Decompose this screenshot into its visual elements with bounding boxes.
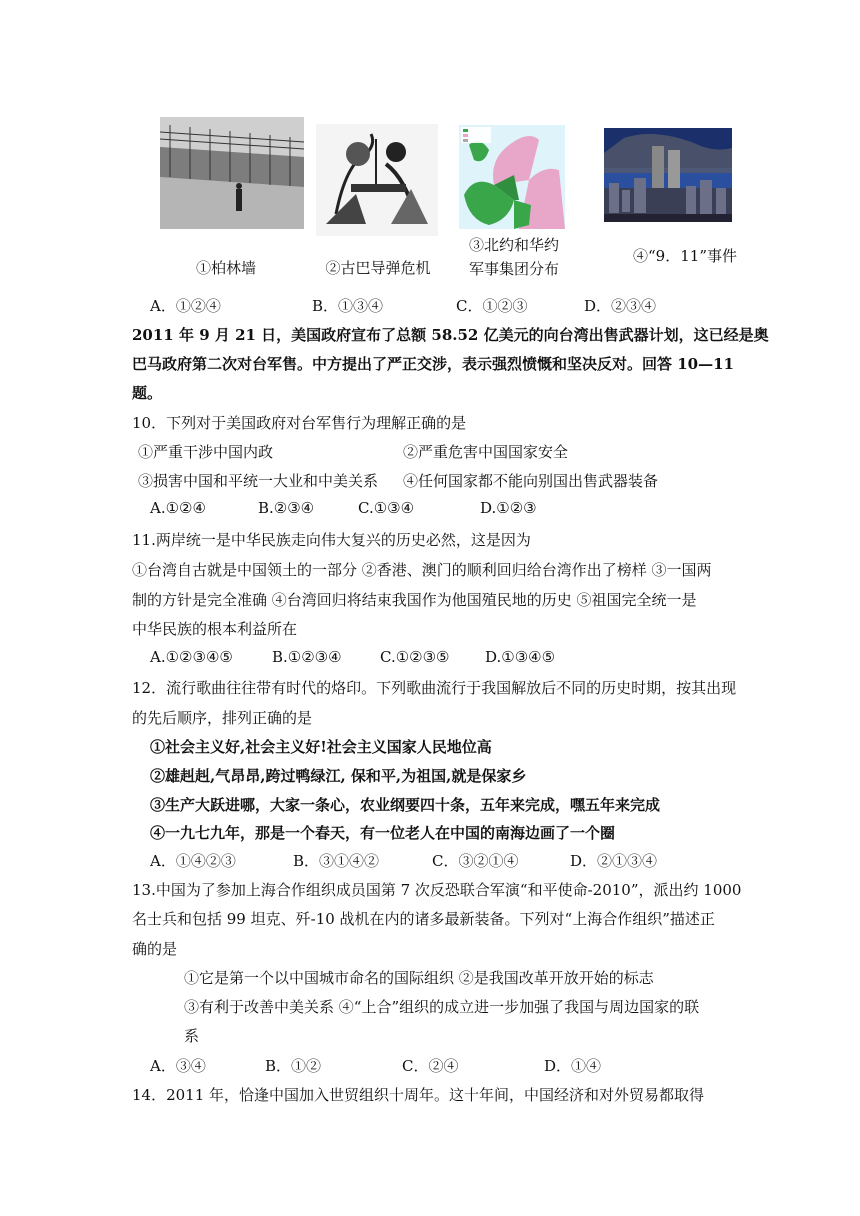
q11-option-a: A.①②③④⑤ (150, 648, 233, 666)
q12-line-1: 12．流行歌曲往往带有时代的烙印。下列歌曲流行于我国解放后不同的历史时期，按其出现 (132, 679, 737, 697)
nato-warsaw-map (459, 125, 565, 229)
q9-option-b: B．①③④ (312, 297, 384, 315)
intro-line-3: 题。 (132, 384, 163, 402)
q10-stem: 10．下列对于美国政府对台军售行为理解正确的是 (132, 414, 467, 432)
q12-option-d: D．②①③④ (570, 852, 658, 870)
q13-statement-2: ③有利于改善中美关系 ④“上合”组织的成立进一步加强了我国与周边国家的联 (184, 998, 700, 1016)
q13-statement-3: 系 (184, 1027, 200, 1045)
q12-song-3: ③生产大跃进哪，大家一条心，农业纲要四十条，五年来完成，嘿五年来完成 (150, 796, 661, 814)
q12-option-b: B．③①④② (293, 852, 380, 870)
q10-option-b: B.②③④ (258, 499, 315, 517)
q9-option-a: A．①②④ (150, 297, 221, 315)
intro-line-1: 2011 年 9 月 21 日，美国政府宣布了总额 58.52 亿美元的向台湾出售武器计划，这已经是奥 (132, 326, 769, 344)
q12-song-4: ④一九七九年，那是一个春天，有一位老人在中国的南海边画了一个圈 (150, 824, 616, 842)
q12-option-a: A．①④②③ (150, 852, 236, 870)
q10-statement-3: ③损害中国和平统一大业和中美关系 (138, 472, 379, 490)
figure-3-caption-line1: ③北约和华约 (468, 236, 559, 254)
q10-statement-1: ①严重干涉中国内政 (138, 443, 274, 461)
q10-option-c: C.①③④ (358, 499, 415, 517)
intro-line-2: 巴马政府第二次对台军售。中方提出了严正交涉，表示强烈愤慨和坚决反对。回答 10—11 (132, 355, 734, 373)
q11-option-d: D.①③④⑤ (485, 648, 556, 666)
figure-1-caption: ①柏林墙 (195, 259, 256, 277)
q11-option-b: B.①②③④ (272, 648, 342, 666)
q11-option-c: C.①②③⑤ (380, 648, 450, 666)
september-11-photo (604, 128, 732, 222)
q13-option-b: B．①② (265, 1057, 322, 1075)
q11-line-4: 中华民族的根本利益所在 (132, 620, 298, 638)
q10-option-d: D.①②③ (480, 499, 537, 517)
figure-4-caption: ④“9．11”事件 (633, 247, 737, 265)
q12-line-2: 的先后顺序，排列正确的是 (132, 709, 313, 727)
q13-line-3: 确的是 (132, 940, 178, 958)
figure-2-caption: ②古巴导弹危机 (325, 259, 431, 277)
figure-3-caption-line2: 军事集团分布 (468, 260, 559, 278)
q11-line-2: ①台湾自古就是中国领土的一部分 ②香港、澳门的顺利回归给台湾作出了榜样 ③一国两 (132, 561, 712, 579)
berlin-wall-photo (160, 117, 304, 229)
cuban-missile-crisis-cartoon (316, 124, 438, 236)
q12-option-c: C．③②①④ (432, 852, 519, 870)
q13-option-a: A．③④ (150, 1057, 206, 1075)
q10-statement-4: ④任何国家都不能向别国出售武器装备 (403, 472, 659, 490)
q13-option-d: D．①④ (544, 1057, 602, 1075)
q9-option-d: D．②③④ (584, 297, 657, 315)
q10-option-a: A.①②④ (150, 499, 206, 517)
q12-song-1: ①社会主义好,社会主义好!社会主义国家人民地位高 (150, 738, 492, 756)
q14-line-1: 14．2011 年，恰逢中国加入世贸组织十周年。这十年间，中国经济和对外贸易都取得 (132, 1086, 705, 1104)
q11-line-1: 11.两岸统一是中华民族走向伟大复兴的历史必然，这是因为 (132, 531, 531, 549)
q13-line-2: 名士兵和包括 99 坦克、歼-10 战机在内的诸多最新装备。下列对“上海合作组织”描述正 (132, 910, 715, 928)
q13-line-1: 13.中国为了参加上海合作组织成员国第 7 次反恐联合军演“和平使命-2010”，派出约 1000 (132, 881, 742, 899)
figure-3-caption (456, 233, 572, 281)
q13-option-c: C．②④ (402, 1057, 459, 1075)
q9-option-c: C．①②③ (456, 297, 528, 315)
q10-statement-2: ②严重危害中国国家安全 (403, 443, 569, 461)
q11-line-3: 制的方针是完全准确 ④台湾回归将结束我国作为他国殖民地的历史 ⑤祖国完全统一是 (132, 591, 697, 609)
q13-statement-1: ①它是第一个以中国城市命名的国际组织 ②是我国改革开放开始的标志 (184, 969, 654, 987)
q12-song-2: ②雄赳赳,气昂昂,跨过鸭绿江, 保和平,为祖国,就是保家乡 (150, 767, 527, 785)
